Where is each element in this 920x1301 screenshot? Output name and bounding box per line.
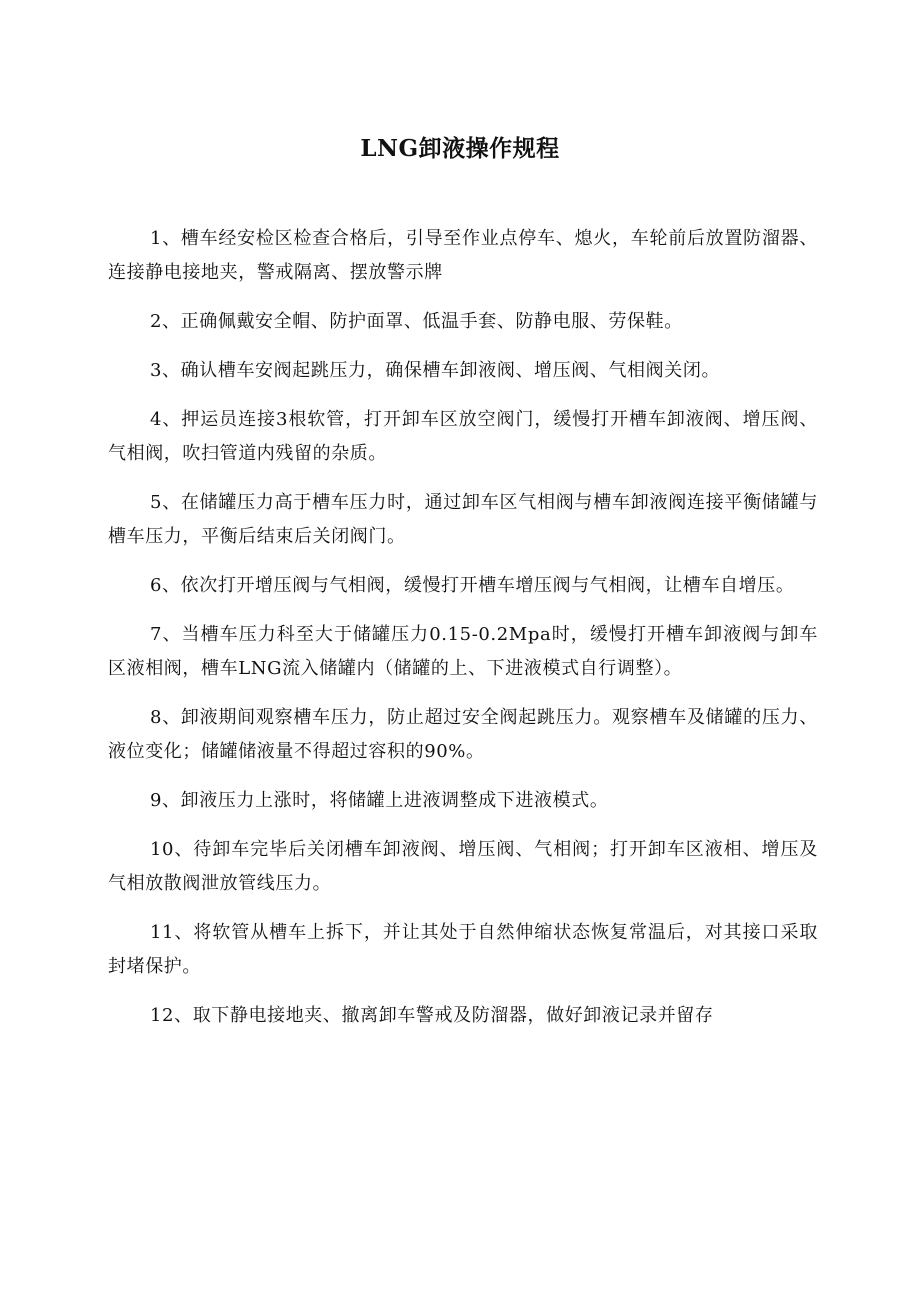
procedure-list: [108, 222, 818, 1048]
procedure-step-4: 4、押运员连接3根软管，打开卸车区放空阀门，缓慢打开槽车卸液阀、增压阀、气相阀，吹扫管道内残留的杂质。: [108, 409, 818, 464]
procedure-step-9: 9、卸液压力上涨时，将储罐上进液调整成下进液模式。: [150, 790, 609, 811]
procedure-step-2: 2、正确佩戴安全帽、防护面罩、低温手套、防静电服、劳保鞋。: [150, 311, 683, 332]
procedure-step-6: 6、依次打开增压阀与气相阀，缓慢打开槽车增压阀与气相阀，让槽车自增压。: [150, 575, 795, 596]
procedure-step-10: 10、待卸车完毕后关闭槽车卸液阀、增压阀、气相阀；打开卸车区液相、增压及气相放散阀泄放管线压力。: [108, 839, 818, 894]
procedure-step-3: 3、确认槽车安阀起跳压力，确保槽车卸液阀、增压阀、气相阀关闭。: [150, 360, 721, 381]
procedure-step-1: 1、槽车经安检区检查合格后，引导至作业点停车、熄火，车轮前后放置防溜器、连接静电接地夹，警戒隔离、摆放警示牌: [108, 228, 818, 283]
procedure-step-12: 12、取下静电接地夹、撤离卸车警戒及防溜器，做好卸液记录并留存: [150, 1005, 714, 1026]
procedure-step-7: 7、当槽车压力科至大于储罐压力0.15-0.2Mpa时，缓慢打开槽车卸液阀与卸车区液相阀，槽车LNG流入储罐内（储罐的上、下进液模式自行调整）。: [108, 624, 818, 679]
procedure-step-8: 8、卸液期间观察槽车压力，防止超过安全阀起跳压力。观察槽车及储罐的压力、液位变化；储罐储液量不得超过容积的90%。: [108, 707, 818, 762]
page-title: LNG卸液操作规程: [360, 135, 560, 162]
procedure-step-5: 5、在储罐压力高于槽车压力时，通过卸车区气相阀与槽车卸液阀连接平衡储罐与槽车压力，平衡后结束后关闭阀门。: [108, 492, 818, 547]
procedure-step-11: 11、将软管从槽车上拆下，并让其处于自然伸缩状态恢复常温后，对其接口采取封堵保护。: [108, 922, 818, 977]
